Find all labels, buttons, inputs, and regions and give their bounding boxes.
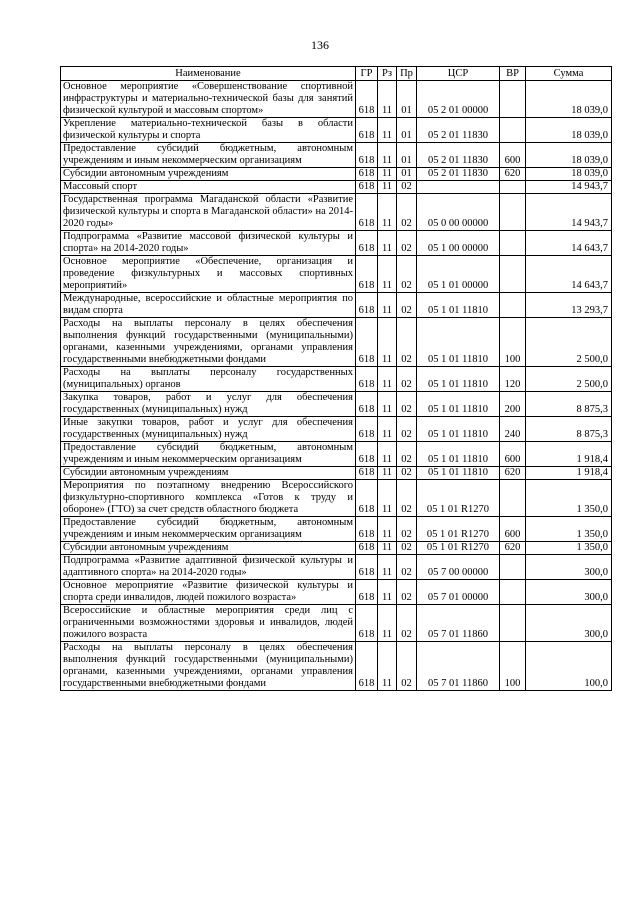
row-gr: 618 bbox=[356, 318, 378, 367]
row-name: Предоставление субсидий бюджетным, автономным учреждениям и иным некоммерческим организациям bbox=[61, 143, 356, 168]
row-vr bbox=[500, 256, 526, 293]
row-sum: 2 500,0 bbox=[526, 367, 612, 392]
row-sum: 14 943,7 bbox=[526, 194, 612, 231]
row-gr: 618 bbox=[356, 555, 378, 580]
row-rz: 11 bbox=[378, 293, 397, 318]
row-gr: 618 bbox=[356, 194, 378, 231]
row-name: Государственная программа Магаданской области «Развитие физической культуры и спорта в Магаданской области» на 2014-2020 годы» bbox=[61, 194, 356, 231]
row-rz: 11 bbox=[378, 417, 397, 442]
row-vr: 100 bbox=[500, 642, 526, 691]
row-name: Основное мероприятие «Совершенствование спортивной инфраструктуры и материально-технической базы для занятий физической культурой и массовым спортом» bbox=[61, 81, 356, 118]
table-row bbox=[61, 231, 612, 256]
table-row bbox=[61, 542, 612, 555]
row-gr: 618 bbox=[356, 467, 378, 480]
header-pr: Пр bbox=[397, 67, 417, 81]
row-rz: 11 bbox=[378, 392, 397, 417]
row-name: Субсидии автономным учреждениям bbox=[61, 542, 356, 555]
row-pr: 02 bbox=[397, 392, 417, 417]
row-pr: 02 bbox=[397, 367, 417, 392]
row-gr: 618 bbox=[356, 542, 378, 555]
row-csr: 05 1 01 11810 bbox=[417, 467, 500, 480]
row-gr: 618 bbox=[356, 442, 378, 467]
row-pr: 02 bbox=[397, 318, 417, 367]
row-rz: 11 bbox=[378, 168, 397, 181]
table-row bbox=[61, 392, 612, 417]
row-csr: 05 1 01 11810 bbox=[417, 367, 500, 392]
row-sum: 14 643,7 bbox=[526, 231, 612, 256]
row-csr: 05 2 01 11830 bbox=[417, 118, 500, 143]
header-sum: Сумма bbox=[526, 67, 612, 81]
row-sum: 13 293,7 bbox=[526, 293, 612, 318]
header-csr: ЦСР bbox=[417, 67, 500, 81]
row-pr: 02 bbox=[397, 417, 417, 442]
row-csr: 05 1 01 R1270 bbox=[417, 480, 500, 517]
row-sum: 18 039,0 bbox=[526, 143, 612, 168]
row-gr: 618 bbox=[356, 392, 378, 417]
row-vr: 100 bbox=[500, 318, 526, 367]
row-pr: 01 bbox=[397, 143, 417, 168]
row-csr: 05 7 00 00000 bbox=[417, 555, 500, 580]
row-pr: 01 bbox=[397, 81, 417, 118]
row-sum: 8 875,3 bbox=[526, 417, 612, 442]
row-name: Укрепление материально-технической базы в области физической культуры и спорта bbox=[61, 118, 356, 143]
row-name: Мероприятия по поэтапному внедрению Всероссийского физкультурно-спортивного комплекса «Готов к труду и обороне» (ГТО) за счет средств областного бюджета bbox=[61, 480, 356, 517]
row-sum: 14 943,7 bbox=[526, 181, 612, 194]
row-gr: 618 bbox=[356, 231, 378, 256]
row-gr: 618 bbox=[356, 480, 378, 517]
row-name: Расходы на выплаты персоналу в целях обеспечения выполнения функций государственными (муниципальными) органами, казенными учреждениями, органами управления государственными внебюджетными фондами bbox=[61, 318, 356, 367]
row-pr: 01 bbox=[397, 168, 417, 181]
table-row bbox=[61, 467, 612, 480]
table-body bbox=[61, 81, 612, 691]
row-pr: 01 bbox=[397, 118, 417, 143]
row-name: Подпрограмма «Развитие массовой физической культуры и спорта» на 2014-2020 годы» bbox=[61, 231, 356, 256]
row-sum: 1 350,0 bbox=[526, 480, 612, 517]
row-csr: 05 1 01 11810 bbox=[417, 442, 500, 467]
row-vr: 620 bbox=[500, 542, 526, 555]
row-name: Субсидии автономным учреждениям bbox=[61, 168, 356, 181]
table-row bbox=[61, 194, 612, 231]
row-csr: 05 1 01 00000 bbox=[417, 256, 500, 293]
row-vr: 600 bbox=[500, 143, 526, 168]
table-row bbox=[61, 367, 612, 392]
row-sum: 18 039,0 bbox=[526, 118, 612, 143]
row-gr: 618 bbox=[356, 517, 378, 542]
row-csr: 05 1 01 11810 bbox=[417, 293, 500, 318]
row-name: Предоставление субсидий бюджетным, автономным учреждениям и иным некоммерческим организациям bbox=[61, 442, 356, 467]
row-sum: 1 918,4 bbox=[526, 467, 612, 480]
row-gr: 618 bbox=[356, 118, 378, 143]
row-gr: 618 bbox=[356, 168, 378, 181]
row-vr: 240 bbox=[500, 417, 526, 442]
row-vr bbox=[500, 293, 526, 318]
row-csr: 05 7 01 00000 bbox=[417, 580, 500, 605]
row-pr: 02 bbox=[397, 194, 417, 231]
table-row bbox=[61, 642, 612, 691]
row-rz: 11 bbox=[378, 194, 397, 231]
row-gr: 618 bbox=[356, 256, 378, 293]
row-csr: 05 1 01 11810 bbox=[417, 392, 500, 417]
row-sum: 300,0 bbox=[526, 555, 612, 580]
row-sum: 1 918,4 bbox=[526, 442, 612, 467]
row-sum: 14 643,7 bbox=[526, 256, 612, 293]
row-rz: 11 bbox=[378, 542, 397, 555]
row-gr: 618 bbox=[356, 143, 378, 168]
header-name: Наименование bbox=[61, 67, 356, 81]
table-row bbox=[61, 168, 612, 181]
row-sum: 2 500,0 bbox=[526, 318, 612, 367]
row-vr: 200 bbox=[500, 392, 526, 417]
row-csr: 05 1 01 11810 bbox=[417, 318, 500, 367]
row-name: Расходы на выплаты персоналу государственных (муниципальных) органов bbox=[61, 367, 356, 392]
row-gr: 618 bbox=[356, 417, 378, 442]
table-row bbox=[61, 480, 612, 517]
table-header-row bbox=[61, 67, 612, 81]
row-rz: 11 bbox=[378, 605, 397, 642]
header-vr: ВР bbox=[500, 67, 526, 81]
row-name: Массовый спорт bbox=[61, 181, 356, 194]
row-sum: 18 039,0 bbox=[526, 168, 612, 181]
row-rz: 11 bbox=[378, 480, 397, 517]
row-pr: 02 bbox=[397, 467, 417, 480]
row-gr: 618 bbox=[356, 367, 378, 392]
row-rz: 11 bbox=[378, 81, 397, 118]
row-csr: 05 2 01 00000 bbox=[417, 81, 500, 118]
row-gr: 618 bbox=[356, 293, 378, 318]
row-sum: 300,0 bbox=[526, 605, 612, 642]
row-vr: 120 bbox=[500, 367, 526, 392]
row-pr: 02 bbox=[397, 231, 417, 256]
table-row bbox=[61, 442, 612, 467]
row-sum: 1 350,0 bbox=[526, 517, 612, 542]
row-vr: 600 bbox=[500, 442, 526, 467]
row-rz: 11 bbox=[378, 318, 397, 367]
row-sum: 18 039,0 bbox=[526, 81, 612, 118]
table-row bbox=[61, 417, 612, 442]
row-rz: 11 bbox=[378, 642, 397, 691]
row-rz: 11 bbox=[378, 231, 397, 256]
row-vr bbox=[500, 231, 526, 256]
row-name: Основное мероприятие «Обеспечение, организация и проведение физкультурных и массовых спортивных мероприятий» bbox=[61, 256, 356, 293]
row-gr: 618 bbox=[356, 605, 378, 642]
row-name: Расходы на выплаты персоналу в целях обеспечения выполнения функций государственными (муниципальными) органами, казенными учреждениями, органами управления государственными внебюджетными фондами bbox=[61, 642, 356, 691]
row-vr: 620 bbox=[500, 467, 526, 480]
row-rz: 11 bbox=[378, 118, 397, 143]
page-number: 136 bbox=[311, 38, 329, 52]
row-name: Международные, всероссийские и областные мероприятия по видам спорта bbox=[61, 293, 356, 318]
table-row bbox=[61, 517, 612, 542]
row-sum: 100,0 bbox=[526, 642, 612, 691]
row-csr: 05 1 01 R1270 bbox=[417, 542, 500, 555]
row-vr bbox=[500, 555, 526, 580]
row-rz: 11 bbox=[378, 517, 397, 542]
row-gr: 618 bbox=[356, 580, 378, 605]
row-vr bbox=[500, 181, 526, 194]
table-row bbox=[61, 580, 612, 605]
row-rz: 11 bbox=[378, 367, 397, 392]
row-sum: 300,0 bbox=[526, 580, 612, 605]
row-vr: 600 bbox=[500, 517, 526, 542]
row-vr: 620 bbox=[500, 168, 526, 181]
row-rz: 11 bbox=[378, 143, 397, 168]
row-pr: 02 bbox=[397, 442, 417, 467]
table-row bbox=[61, 256, 612, 293]
header-rz: Рз bbox=[378, 67, 397, 81]
row-name: Основное мероприятие «Развитие физической культуры и спорта среди инвалидов, людей пожилого возраста» bbox=[61, 580, 356, 605]
row-csr: 05 1 01 R1270 bbox=[417, 517, 500, 542]
row-csr: 05 2 01 11830 bbox=[417, 168, 500, 181]
row-pr: 02 bbox=[397, 580, 417, 605]
row-pr: 02 bbox=[397, 480, 417, 517]
row-csr: 05 0 00 00000 bbox=[417, 194, 500, 231]
row-name: Всероссийские и областные мероприятия среди лиц с ограниченными возможностями здоровья и инвалидов, людей пожилого возраста bbox=[61, 605, 356, 642]
row-rz: 11 bbox=[378, 256, 397, 293]
row-gr: 618 bbox=[356, 181, 378, 194]
header-gr: ГР bbox=[356, 67, 378, 81]
table-row bbox=[61, 143, 612, 168]
row-vr bbox=[500, 118, 526, 143]
budget-table bbox=[60, 66, 612, 691]
row-name: Предоставление субсидий бюджетным, автономным учреждениям и иным некоммерческим организациям bbox=[61, 517, 356, 542]
row-rz: 11 bbox=[378, 467, 397, 480]
row-sum: 8 875,3 bbox=[526, 392, 612, 417]
row-vr bbox=[500, 81, 526, 118]
row-gr: 618 bbox=[356, 81, 378, 118]
row-vr bbox=[500, 605, 526, 642]
table-row bbox=[61, 81, 612, 118]
row-name: Подпрограмма «Развитие адаптивной физической культуры и адаптивного спорта» на 2014-2020 годы» bbox=[61, 555, 356, 580]
row-rz: 11 bbox=[378, 580, 397, 605]
table-row bbox=[61, 605, 612, 642]
row-csr: 05 2 01 11830 bbox=[417, 143, 500, 168]
row-pr: 02 bbox=[397, 555, 417, 580]
row-pr: 02 bbox=[397, 256, 417, 293]
row-sum: 1 350,0 bbox=[526, 542, 612, 555]
row-csr: 05 7 01 11860 bbox=[417, 642, 500, 691]
row-name: Закупка товаров, работ и услуг для обеспечения государственных (муниципальных) нужд bbox=[61, 392, 356, 417]
row-vr bbox=[500, 580, 526, 605]
table-row bbox=[61, 293, 612, 318]
row-csr: 05 1 00 00000 bbox=[417, 231, 500, 256]
table-row bbox=[61, 555, 612, 580]
row-name: Субсидии автономным учреждениям bbox=[61, 467, 356, 480]
row-pr: 02 bbox=[397, 293, 417, 318]
row-gr: 618 bbox=[356, 642, 378, 691]
table-row bbox=[61, 118, 612, 143]
row-csr bbox=[417, 181, 500, 194]
row-rz: 11 bbox=[378, 555, 397, 580]
row-pr: 02 bbox=[397, 605, 417, 642]
row-pr: 02 bbox=[397, 542, 417, 555]
row-rz: 11 bbox=[378, 442, 397, 467]
row-name: Иные закупки товаров, работ и услуг для обеспечения государственных (муниципальных) нужд bbox=[61, 417, 356, 442]
table-row bbox=[61, 318, 612, 367]
row-pr: 02 bbox=[397, 642, 417, 691]
row-rz: 11 bbox=[378, 181, 397, 194]
row-csr: 05 7 01 11860 bbox=[417, 605, 500, 642]
row-pr: 02 bbox=[397, 181, 417, 194]
table-row bbox=[61, 181, 612, 194]
row-vr bbox=[500, 194, 526, 231]
row-vr bbox=[500, 480, 526, 517]
row-csr: 05 1 01 11810 bbox=[417, 417, 500, 442]
row-pr: 02 bbox=[397, 517, 417, 542]
